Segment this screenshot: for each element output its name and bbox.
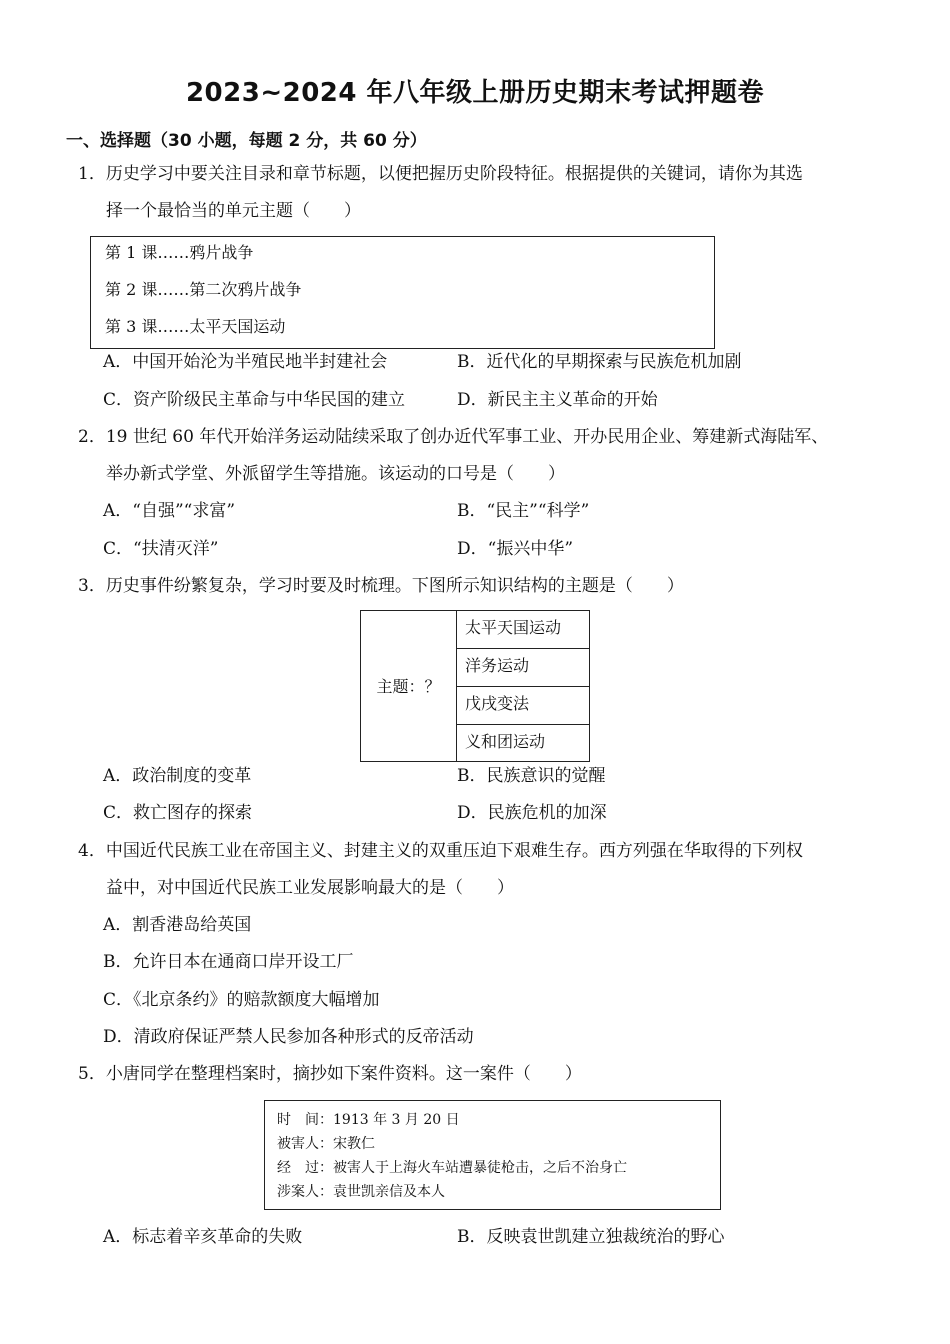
case-record-box <box>264 1100 721 1210</box>
question-1-line-1: 1．历史学习中要关注目录和章节标题，以便把握历史阶段特征。根据提供的关键词，请你为其选 <box>78 164 803 184</box>
q2-option-a[interactable]: A．“自强”“求富” <box>103 501 236 521</box>
case-time: 时 间：1913 年 3 月 20 日 <box>277 1112 460 1128</box>
theme-cell: 主题：？ <box>360 610 457 762</box>
case-victim: 被害人：宋教仁 <box>277 1136 375 1152</box>
q4-option-c[interactable]: C．《北京条约》的赔款额度大幅增加 <box>103 990 380 1010</box>
q1-option-c[interactable]: C．资产阶级民主革命与中华民国的建立 <box>103 390 406 410</box>
q2-option-b[interactable]: B．“民主”“科学” <box>457 501 590 521</box>
q3-option-a[interactable]: A．政治制度的变革 <box>103 766 252 786</box>
q5-option-a[interactable]: A．标志着辛亥革命的失败 <box>103 1227 303 1247</box>
question-3-line-1: 3．历史事件纷繁复杂，学习时要及时梳理。下图所示知识结构的主题是（ ） <box>78 576 684 596</box>
theme-item-1: 太平天国运动 <box>456 610 590 649</box>
contents-line-3: 第 3 课……太平天国运动 <box>105 317 286 336</box>
question-5-line-1: 5．小唐同学在整理档案时，摘抄如下案件资料。这一案件（ ） <box>78 1064 582 1084</box>
page-title: 2023~2024 年八年级上册历史期末考试押题卷 <box>185 78 765 108</box>
q4-option-b[interactable]: B．允许日本在通商口岸开设工厂 <box>103 952 354 972</box>
section-heading: 一、选择题（30 小题，每题 2 分，共 60 分） <box>66 131 427 151</box>
q1-option-a[interactable]: A．中国开始沦为半殖民地半封建社会 <box>103 352 388 372</box>
theme-item-2: 洋务运动 <box>456 648 590 687</box>
question-4-line-1: 4．中国近代民族工业在帝国主义、封建主义的双重压迫下艰难生存。西方列强在华取得的下列权 <box>78 841 803 861</box>
q3-option-b[interactable]: B．民族意识的觉醒 <box>457 766 606 786</box>
q2-option-c[interactable]: C．“扶清灭洋” <box>103 539 219 559</box>
question-4-line-2: 益中，对中国近代民族工业发展影响最大的是（ ） <box>106 878 514 898</box>
contents-line-2: 第 2 课……第二次鸦片战争 <box>105 280 302 299</box>
q4-option-a[interactable]: A．割香港岛给英国 <box>103 915 252 935</box>
q3-option-d[interactable]: D．民族危机的加深 <box>457 803 607 823</box>
question-2-line-1: 2．19 世纪 60 年代开始洋务运动陆续采取了创办近代军事工业、开办民用企业、筹建新式海陆军、 <box>78 427 829 447</box>
q5-option-b[interactable]: B．反映袁世凯建立独裁统治的野心 <box>457 1227 725 1247</box>
theme-item-3: 戊戌变法 <box>456 686 590 725</box>
case-suspects: 涉案人：袁世凯亲信及本人 <box>277 1184 445 1200</box>
question-1-contents-box <box>90 236 715 349</box>
q2-option-d[interactable]: D．“振兴中华” <box>457 539 574 559</box>
contents-line-1: 第 1 课……鸦片战争 <box>105 243 254 262</box>
q1-option-b[interactable]: B．近代化的早期探索与民族危机加剧 <box>457 352 742 372</box>
case-process: 经 过：被害人于上海火车站遭暴徒枪击，之后不治身亡 <box>277 1160 627 1176</box>
question-1-line-2: 择一个最恰当的单元主题（ ） <box>106 201 361 221</box>
q1-option-d[interactable]: D．新民主主义革命的开始 <box>457 390 658 410</box>
theme-item-4: 义和团运动 <box>456 724 590 762</box>
q4-option-d[interactable]: D．清政府保证严禁人民参加各种形式的反帝活动 <box>103 1027 474 1047</box>
question-2-line-2: 举办新式学堂、外派留学生等措施。该运动的口号是（ ） <box>106 464 565 484</box>
q3-option-c[interactable]: C．救亡图存的探索 <box>103 803 253 823</box>
